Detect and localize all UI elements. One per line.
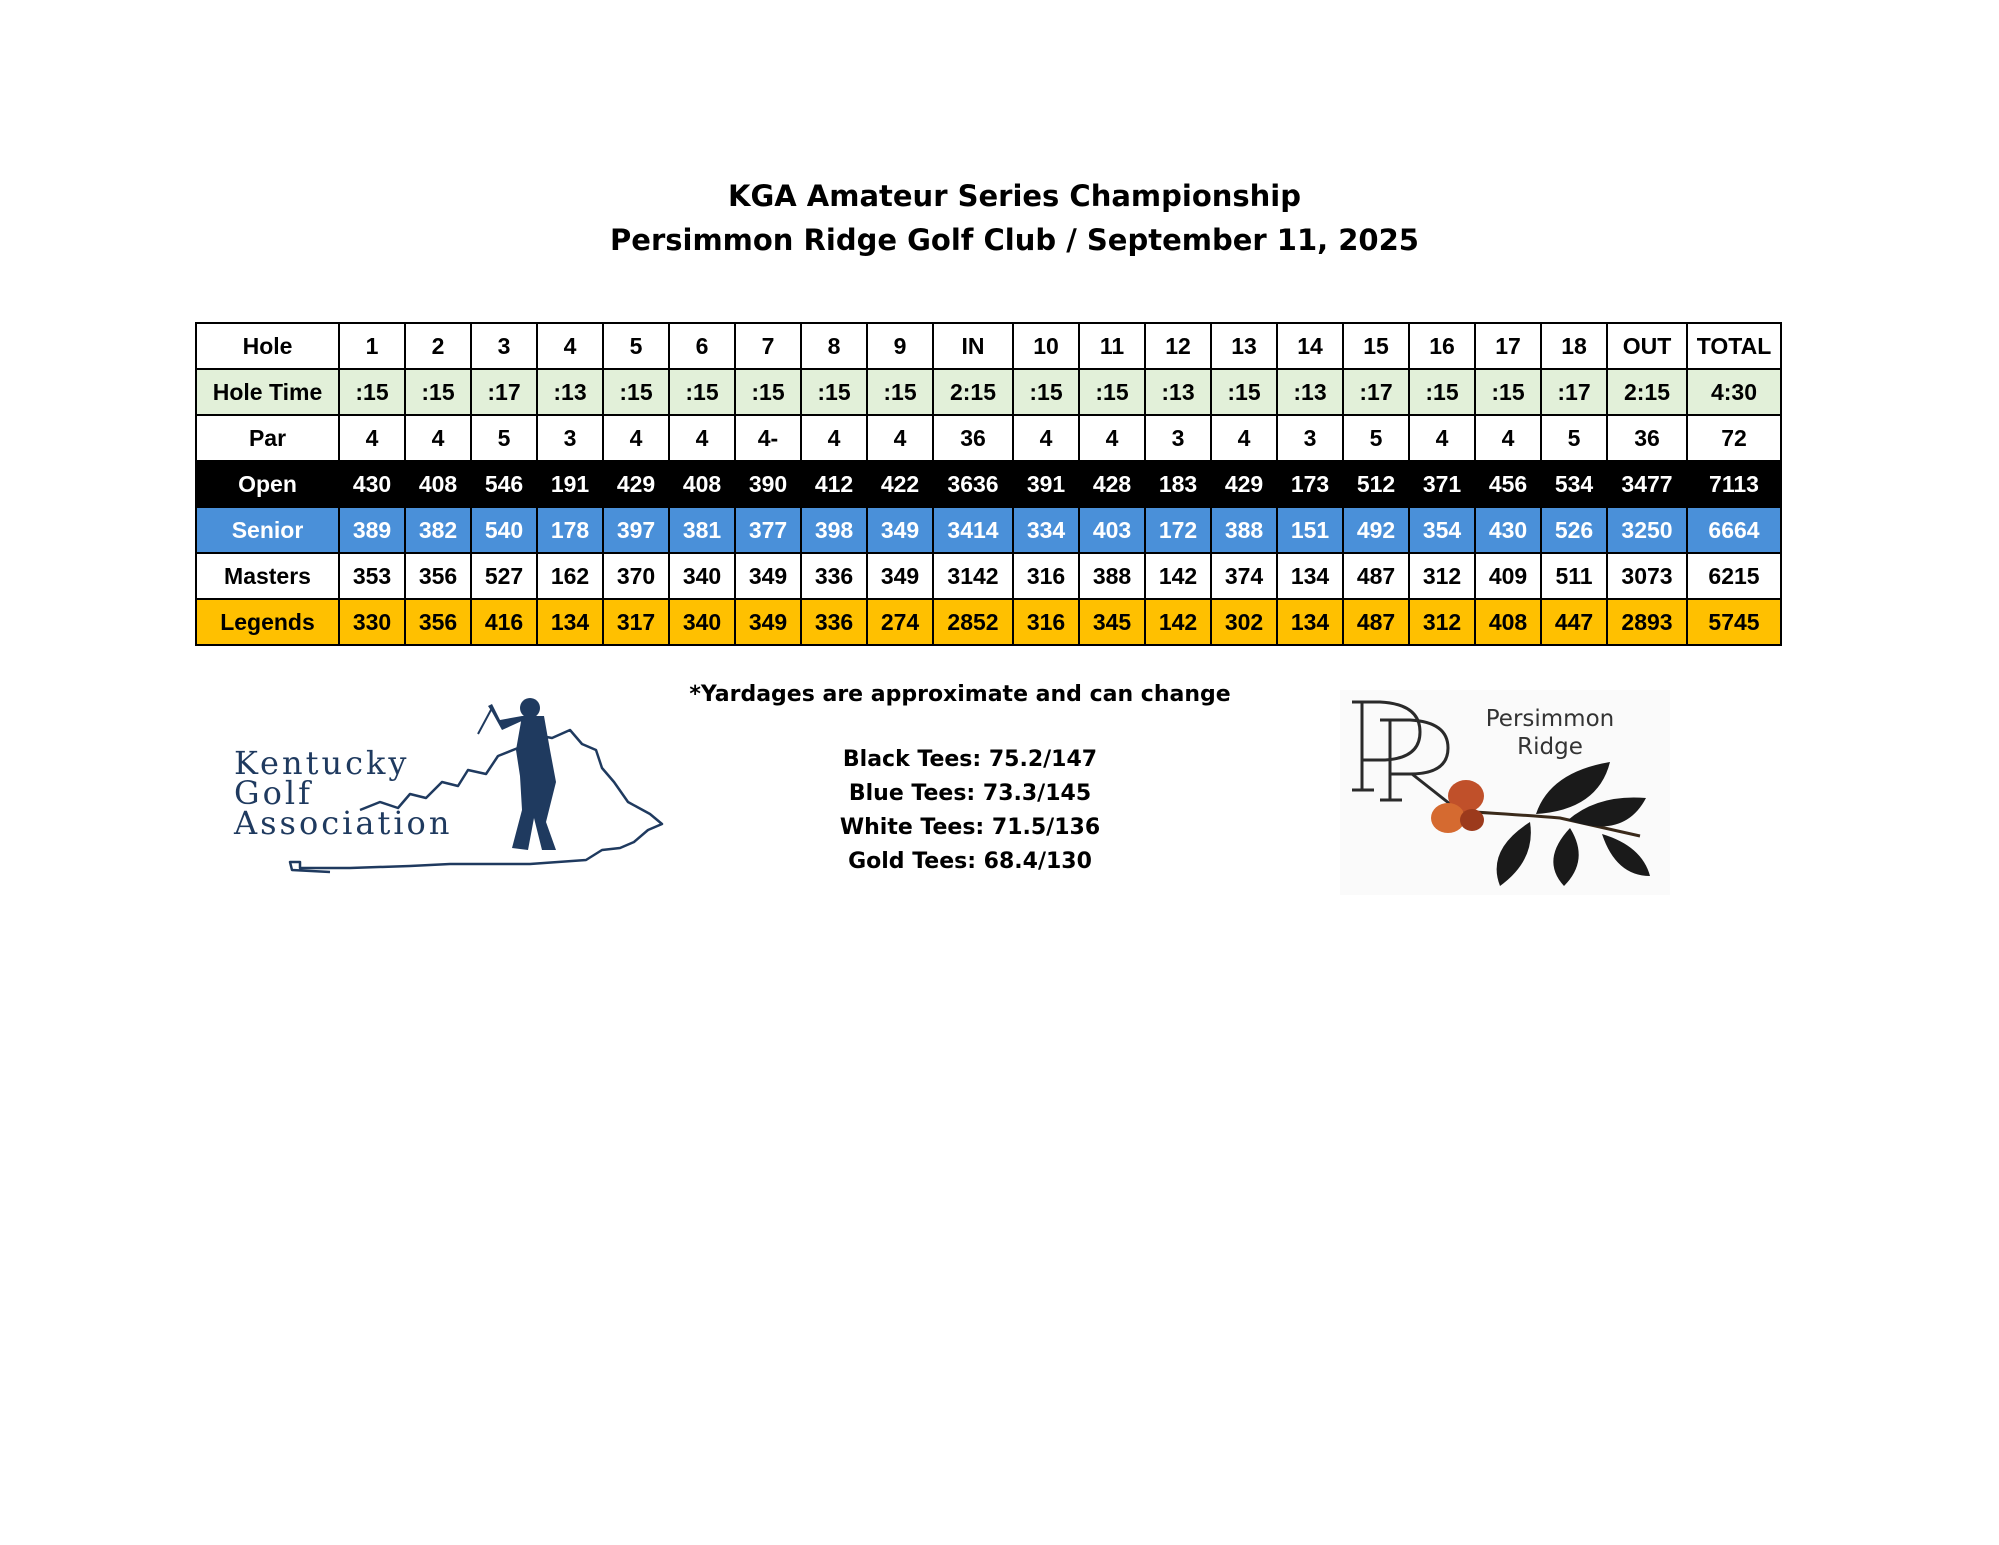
score-cell: 3142 bbox=[933, 553, 1013, 599]
score-cell: IN bbox=[933, 323, 1013, 369]
score-cell: 5 bbox=[1343, 415, 1409, 461]
score-cell: :15 bbox=[1079, 369, 1145, 415]
score-cell: 374 bbox=[1211, 553, 1277, 599]
score-cell: 3 bbox=[1145, 415, 1211, 461]
score-cell: 3250 bbox=[1607, 507, 1687, 553]
score-cell: OUT bbox=[1607, 323, 1687, 369]
score-cell: 4 bbox=[405, 415, 471, 461]
score-cell: 492 bbox=[1343, 507, 1409, 553]
score-cell: 191 bbox=[537, 461, 603, 507]
score-cell: :15 bbox=[405, 369, 471, 415]
score-cell: :15 bbox=[867, 369, 933, 415]
score-cell: 16 bbox=[1409, 323, 1475, 369]
row-label: Legends bbox=[196, 599, 339, 645]
score-cell: 2893 bbox=[1607, 599, 1687, 645]
score-cell: 7113 bbox=[1687, 461, 1781, 507]
score-cell: 408 bbox=[669, 461, 735, 507]
score-cell: 3477 bbox=[1607, 461, 1687, 507]
scorecard-row-hole bbox=[196, 323, 1781, 369]
score-cell: 430 bbox=[1475, 507, 1541, 553]
score-cell: 371 bbox=[1409, 461, 1475, 507]
score-cell: 5745 bbox=[1687, 599, 1781, 645]
pr-logo-text-2: Ridge bbox=[1517, 734, 1583, 760]
row-label: Masters bbox=[196, 553, 339, 599]
score-cell: 349 bbox=[735, 599, 801, 645]
score-cell: 403 bbox=[1079, 507, 1145, 553]
score-cell: 5 bbox=[603, 323, 669, 369]
score-cell: 6664 bbox=[1687, 507, 1781, 553]
rating-line: Blue Tees: 73.3/145 bbox=[848, 781, 1092, 806]
score-cell: :15 bbox=[735, 369, 801, 415]
score-cell: 6 bbox=[669, 323, 735, 369]
score-cell: 4 bbox=[1475, 415, 1541, 461]
score-cell: 162 bbox=[537, 553, 603, 599]
score-cell: 7 bbox=[735, 323, 801, 369]
score-cell: 11 bbox=[1079, 323, 1145, 369]
score-cell: 382 bbox=[405, 507, 471, 553]
golfer-icon bbox=[478, 698, 556, 850]
score-cell: 8 bbox=[801, 323, 867, 369]
score-cell: 4 bbox=[867, 415, 933, 461]
score-cell: 391 bbox=[1013, 461, 1079, 507]
score-cell: 10 bbox=[1013, 323, 1079, 369]
score-cell: 408 bbox=[1475, 599, 1541, 645]
event-subtitle: Persimmon Ridge Golf Club / September 11, 2025 bbox=[610, 223, 1419, 257]
score-cell: 356 bbox=[405, 553, 471, 599]
score-cell: :15 bbox=[339, 369, 405, 415]
score-cell: 3073 bbox=[1607, 553, 1687, 599]
score-cell: 416 bbox=[471, 599, 537, 645]
rating-line: White Tees: 71.5/136 bbox=[839, 815, 1101, 840]
scorecard-row-par bbox=[196, 415, 1781, 461]
kga-logo-text-3: Association bbox=[234, 804, 453, 842]
score-cell: 4 bbox=[537, 323, 603, 369]
score-cell: 312 bbox=[1409, 599, 1475, 645]
score-cell: 412 bbox=[801, 461, 867, 507]
rating-line: Gold Tees: 68.4/130 bbox=[848, 849, 1092, 874]
pr-logo-text-1: Persimmon bbox=[1485, 706, 1615, 732]
score-cell: :15 bbox=[1013, 369, 1079, 415]
score-cell: 142 bbox=[1145, 599, 1211, 645]
leaf-icon bbox=[1497, 762, 1650, 886]
scorecard-row-senior bbox=[196, 507, 1781, 553]
score-cell: 14 bbox=[1277, 323, 1343, 369]
score-cell: 4 bbox=[1079, 415, 1145, 461]
score-cell: 540 bbox=[471, 507, 537, 553]
score-cell: 512 bbox=[1343, 461, 1409, 507]
score-cell: :13 bbox=[1277, 369, 1343, 415]
score-cell: 6215 bbox=[1687, 553, 1781, 599]
score-cell: 336 bbox=[801, 553, 867, 599]
score-cell: 390 bbox=[735, 461, 801, 507]
score-cell: 4:30 bbox=[1687, 369, 1781, 415]
score-cell: 172 bbox=[1145, 507, 1211, 553]
score-cell: 72 bbox=[1687, 415, 1781, 461]
score-cell: 487 bbox=[1343, 599, 1409, 645]
persimmon-ridge-logo bbox=[1340, 690, 1670, 895]
score-cell: 2:15 bbox=[933, 369, 1013, 415]
score-cell: 1 bbox=[339, 323, 405, 369]
score-cell: 377 bbox=[735, 507, 801, 553]
score-cell: 370 bbox=[603, 553, 669, 599]
score-cell: :17 bbox=[1541, 369, 1607, 415]
score-cell: 142 bbox=[1145, 553, 1211, 599]
score-cell: 15 bbox=[1343, 323, 1409, 369]
kga-logo-text-1: Kentucky bbox=[234, 744, 410, 782]
score-cell: 5 bbox=[1541, 415, 1607, 461]
score-cell: 546 bbox=[471, 461, 537, 507]
yardage-disclaimer: *Yardages are approximate and can change bbox=[689, 682, 1231, 707]
score-cell: 422 bbox=[867, 461, 933, 507]
kga-logo bbox=[230, 690, 670, 880]
scorecard-table bbox=[195, 322, 1782, 646]
score-cell: 316 bbox=[1013, 599, 1079, 645]
score-cell: 340 bbox=[669, 553, 735, 599]
score-cell: 388 bbox=[1079, 553, 1145, 599]
score-cell: 3414 bbox=[933, 507, 1013, 553]
score-cell: 317 bbox=[603, 599, 669, 645]
score-cell: 534 bbox=[1541, 461, 1607, 507]
score-cell: 36 bbox=[1607, 415, 1687, 461]
score-cell: 408 bbox=[405, 461, 471, 507]
score-cell: 13 bbox=[1211, 323, 1277, 369]
score-cell: 349 bbox=[867, 507, 933, 553]
score-cell: 312 bbox=[1409, 553, 1475, 599]
score-cell: 18 bbox=[1541, 323, 1607, 369]
score-cell: :15 bbox=[1475, 369, 1541, 415]
score-cell: :13 bbox=[1145, 369, 1211, 415]
score-cell: 511 bbox=[1541, 553, 1607, 599]
row-label: Hole Time bbox=[196, 369, 339, 415]
event-title: KGA Amateur Series Championship bbox=[727, 179, 1302, 213]
score-cell: 354 bbox=[1409, 507, 1475, 553]
score-cell: 381 bbox=[669, 507, 735, 553]
score-cell: 178 bbox=[537, 507, 603, 553]
score-cell: :15 bbox=[1211, 369, 1277, 415]
score-cell: TOTAL bbox=[1687, 323, 1781, 369]
score-cell: 456 bbox=[1475, 461, 1541, 507]
score-cell: 389 bbox=[339, 507, 405, 553]
score-cell: :17 bbox=[1343, 369, 1409, 415]
score-cell: 430 bbox=[339, 461, 405, 507]
score-cell: 330 bbox=[339, 599, 405, 645]
tee-ratings bbox=[740, 743, 1200, 879]
title-block bbox=[0, 174, 1999, 262]
persimmon-fruit-icon bbox=[1431, 780, 1484, 833]
score-cell: 4 bbox=[1013, 415, 1079, 461]
score-cell: 134 bbox=[1277, 553, 1343, 599]
score-cell: 12 bbox=[1145, 323, 1211, 369]
score-cell: 527 bbox=[471, 553, 537, 599]
score-cell: 134 bbox=[537, 599, 603, 645]
score-cell: 397 bbox=[603, 507, 669, 553]
pr-monogram-icon bbox=[1352, 702, 1450, 804]
score-cell: :17 bbox=[471, 369, 537, 415]
score-cell: 2852 bbox=[933, 599, 1013, 645]
score-cell: :15 bbox=[603, 369, 669, 415]
kga-logo-text-2: Golf bbox=[234, 774, 313, 812]
score-cell: :15 bbox=[1409, 369, 1475, 415]
score-cell: 3636 bbox=[933, 461, 1013, 507]
score-cell: 173 bbox=[1277, 461, 1343, 507]
score-cell: 316 bbox=[1013, 553, 1079, 599]
score-cell: 336 bbox=[801, 599, 867, 645]
score-cell: 345 bbox=[1079, 599, 1145, 645]
score-cell: :15 bbox=[669, 369, 735, 415]
row-label: Par bbox=[196, 415, 339, 461]
scorecard-row-open bbox=[196, 461, 1781, 507]
scorecard-row-masters bbox=[196, 553, 1781, 599]
score-cell: 487 bbox=[1343, 553, 1409, 599]
row-label: Hole bbox=[196, 323, 339, 369]
score-cell: 4 bbox=[339, 415, 405, 461]
score-cell: 340 bbox=[669, 599, 735, 645]
score-cell: 2:15 bbox=[1607, 369, 1687, 415]
score-cell: 409 bbox=[1475, 553, 1541, 599]
score-cell: 4 bbox=[669, 415, 735, 461]
score-cell: 398 bbox=[801, 507, 867, 553]
score-cell: 388 bbox=[1211, 507, 1277, 553]
score-cell: 36 bbox=[933, 415, 1013, 461]
score-cell: 356 bbox=[405, 599, 471, 645]
score-cell: 183 bbox=[1145, 461, 1211, 507]
score-cell: 428 bbox=[1079, 461, 1145, 507]
score-cell: :15 bbox=[801, 369, 867, 415]
score-cell: 302 bbox=[1211, 599, 1277, 645]
score-cell: 349 bbox=[735, 553, 801, 599]
score-cell: 5 bbox=[471, 415, 537, 461]
score-cell: 4 bbox=[801, 415, 867, 461]
row-label: Open bbox=[196, 461, 339, 507]
score-cell: 2 bbox=[405, 323, 471, 369]
score-cell: 353 bbox=[339, 553, 405, 599]
score-cell: 9 bbox=[867, 323, 933, 369]
score-cell: 4- bbox=[735, 415, 801, 461]
score-cell: 3 bbox=[537, 415, 603, 461]
score-cell: 134 bbox=[1277, 599, 1343, 645]
score-cell: 334 bbox=[1013, 507, 1079, 553]
score-cell: 151 bbox=[1277, 507, 1343, 553]
rating-line: Black Tees: 75.2/147 bbox=[842, 747, 1098, 772]
score-cell: 349 bbox=[867, 553, 933, 599]
score-cell: 3 bbox=[471, 323, 537, 369]
score-cell: 4 bbox=[1409, 415, 1475, 461]
score-cell: 17 bbox=[1475, 323, 1541, 369]
score-cell: :13 bbox=[537, 369, 603, 415]
scorecard-row-legends bbox=[196, 599, 1781, 645]
scorecard-row-hole-time bbox=[196, 369, 1781, 415]
score-cell: 429 bbox=[603, 461, 669, 507]
score-cell: 447 bbox=[1541, 599, 1607, 645]
score-cell: 3 bbox=[1277, 415, 1343, 461]
score-cell: 274 bbox=[867, 599, 933, 645]
row-label: Senior bbox=[196, 507, 339, 553]
score-cell: 4 bbox=[603, 415, 669, 461]
score-cell: 526 bbox=[1541, 507, 1607, 553]
score-cell: 4 bbox=[1211, 415, 1277, 461]
score-cell: 429 bbox=[1211, 461, 1277, 507]
